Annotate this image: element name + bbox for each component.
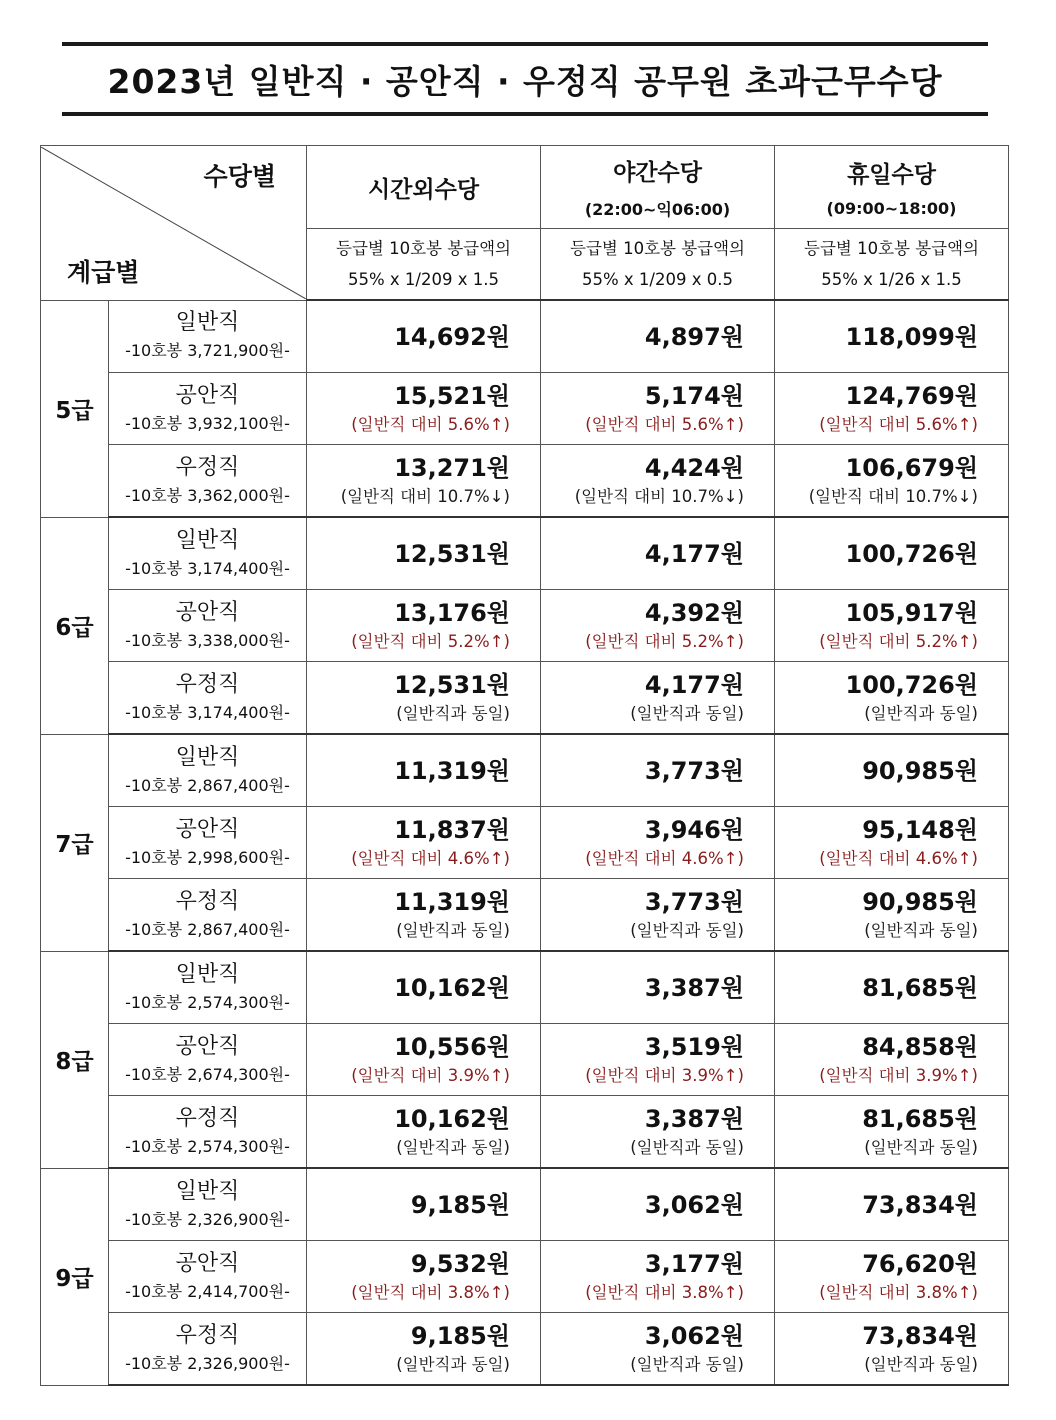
allowance-amount: 5,174원 — [644, 381, 744, 410]
header-corner — [41, 146, 307, 301]
allowance-amount: 84,858원 — [862, 1032, 978, 1061]
allowance-amount: 4,897원 — [644, 322, 744, 351]
allowance-amount: 9,185원 — [410, 1190, 510, 1219]
table-row — [41, 373, 1009, 445]
post-name: 우정직 — [175, 1322, 240, 1348]
allowance-amount: 13,271원 — [394, 453, 510, 482]
table-row — [41, 1168, 1009, 1241]
corner-label-allowance: 수당별 — [203, 161, 276, 191]
post-name: 우정직 — [175, 1105, 240, 1131]
allowance-amount: 3,387원 — [644, 973, 744, 1002]
formula-line: 등급별 10호봉 봉급액의 — [336, 239, 511, 258]
allowance-amount: 3,062원 — [644, 1321, 744, 1350]
column-name: 휴일수당 — [847, 162, 936, 188]
comparison-note: (일반직 대비 5.2%↑) — [585, 631, 744, 651]
allowance-amount: 11,319원 — [394, 756, 510, 785]
post-cell — [109, 445, 307, 518]
table-row — [41, 662, 1009, 735]
table-row — [41, 300, 1009, 373]
comparison-note: (일반직과 동일) — [864, 920, 978, 940]
column-header-holiday — [775, 146, 1009, 229]
comparison-note: (일반직 대비 10.7%↓) — [340, 486, 510, 506]
post-salary: -10호봉 2,574,300원- — [125, 1136, 290, 1156]
amount-cell — [307, 1024, 541, 1096]
amount-cell — [541, 1024, 775, 1096]
amount-cell — [775, 1313, 1009, 1386]
table-row — [41, 734, 1009, 807]
allowance-amount: 11,319원 — [394, 887, 510, 916]
comparison-note: (일반직 대비 4.6%↑) — [351, 848, 510, 868]
amount-cell — [307, 951, 541, 1024]
column-hours: (22:00~익06:00) — [584, 200, 731, 219]
column-name: 야간수당 — [613, 160, 702, 186]
formula-line: 55% x 1/209 x 1.5 — [348, 270, 499, 289]
amount-cell — [307, 662, 541, 735]
allowance-amount: 3,519원 — [644, 1032, 744, 1061]
allowance-amount: 100,726원 — [845, 670, 978, 699]
post-salary: -10호봉 2,998,600원- — [125, 847, 290, 867]
comparison-note: (일반직과 동일) — [864, 703, 978, 723]
comparison-note: (일반직 대비 3.9%↑) — [351, 1065, 510, 1085]
amount-cell — [775, 951, 1009, 1024]
post-cell — [109, 734, 307, 807]
post-name: 공안직 — [175, 1033, 240, 1059]
grade-label: 8급 — [41, 951, 109, 1168]
column-header-overtime — [307, 146, 541, 229]
comparison-note: (일반직 대비 3.8%↑) — [351, 1282, 510, 1302]
allowance-amount: 4,424원 — [644, 453, 744, 482]
column-header-night — [541, 146, 775, 229]
amount-cell — [307, 1168, 541, 1241]
comparison-note: (일반직과 동일) — [396, 703, 510, 723]
allowance-amount: 4,392원 — [644, 598, 744, 627]
post-name: 우정직 — [175, 454, 240, 480]
comparison-note: (일반직과 동일) — [630, 920, 744, 940]
amount-cell — [541, 1168, 775, 1241]
column-hours: (09:00~18:00) — [826, 199, 957, 218]
column-name: 시간외수당 — [367, 176, 480, 203]
post-cell — [109, 517, 307, 590]
amount-cell — [541, 807, 775, 879]
allowance-amount: 14,692원 — [394, 322, 510, 351]
allowance-amount: 15,521원 — [394, 381, 510, 410]
post-name: 공안직 — [175, 599, 240, 625]
allowance-amount: 90,985원 — [862, 756, 978, 785]
post-salary: -10호봉 3,932,100원- — [125, 413, 290, 433]
formula-line: 등급별 10호봉 봉급액의 — [804, 239, 979, 258]
table-row — [41, 1313, 1009, 1386]
amount-cell — [307, 590, 541, 662]
corner-label-grade: 계급별 — [67, 257, 140, 287]
comparison-note: (일반직 대비 10.7%↓) — [808, 486, 978, 506]
post-cell — [109, 1313, 307, 1386]
comparison-note: (일반직 대비 5.6%↑) — [819, 414, 978, 434]
post-cell — [109, 590, 307, 662]
comparison-note: (일반직 대비 3.9%↑) — [585, 1065, 744, 1085]
post-name: 일반직 — [175, 1178, 240, 1204]
comparison-note: (일반직 대비 3.8%↑) — [585, 1282, 744, 1302]
amount-cell — [775, 1096, 1009, 1169]
post-cell — [109, 951, 307, 1024]
amount-cell — [307, 879, 541, 952]
amount-cell — [775, 734, 1009, 807]
comparison-note: (일반직과 동일) — [396, 1354, 510, 1374]
amount-cell — [541, 1313, 775, 1386]
amount-cell — [541, 300, 775, 373]
post-cell — [109, 1241, 307, 1313]
amount-cell — [307, 445, 541, 518]
allowance-amount: 10,162원 — [394, 973, 510, 1002]
amount-cell — [307, 373, 541, 445]
amount-cell — [775, 1241, 1009, 1313]
amount-cell — [775, 300, 1009, 373]
allowance-amount: 12,531원 — [394, 670, 510, 699]
allowance-amount: 73,834원 — [862, 1321, 978, 1350]
post-name: 우정직 — [175, 888, 240, 914]
comparison-note: (일반직 대비 5.6%↑) — [585, 414, 744, 434]
allowance-amount: 9,185원 — [410, 1321, 510, 1350]
post-cell — [109, 1024, 307, 1096]
allowance-amount: 100,726원 — [845, 539, 978, 568]
allowance-amount: 12,531원 — [394, 539, 510, 568]
allowance-amount: 3,946원 — [644, 815, 744, 844]
amount-cell — [775, 1024, 1009, 1096]
comparison-note: (일반직 대비 5.2%↑) — [819, 631, 978, 651]
comparison-note: (일반직 대비 3.8%↑) — [819, 1282, 978, 1302]
allowance-amount: 73,834원 — [862, 1190, 978, 1219]
amount-cell — [541, 662, 775, 735]
post-cell — [109, 807, 307, 879]
table-row — [41, 445, 1009, 518]
table-row — [41, 517, 1009, 590]
column-formula-night — [541, 229, 775, 301]
amount-cell — [307, 517, 541, 590]
allowance-amount: 106,679원 — [845, 453, 978, 482]
amount-cell — [775, 662, 1009, 735]
allowance-amount: 13,176원 — [394, 598, 510, 627]
amount-cell — [541, 373, 775, 445]
allowance-amount: 95,148원 — [862, 815, 978, 844]
allowance-amount: 76,620원 — [862, 1249, 978, 1278]
table-row — [41, 951, 1009, 1024]
post-cell — [109, 1096, 307, 1169]
comparison-note: (일반직과 동일) — [630, 703, 744, 723]
comparison-note: (일반직 대비 5.6%↑) — [351, 414, 510, 434]
post-salary: -10호봉 2,574,300원- — [125, 992, 290, 1012]
comparison-note: (일반직과 동일) — [864, 1137, 978, 1157]
allowance-amount: 3,062원 — [644, 1190, 744, 1219]
allowance-amount: 105,917원 — [845, 598, 978, 627]
allowance-amount: 4,177원 — [644, 539, 744, 568]
post-cell — [109, 300, 307, 373]
post-salary: -10호봉 2,326,900원- — [125, 1209, 290, 1229]
table-row — [41, 807, 1009, 879]
comparison-note: (일반직과 동일) — [630, 1354, 744, 1374]
post-name: 공안직 — [175, 382, 240, 408]
post-cell — [109, 373, 307, 445]
allowance-amount: 81,685원 — [862, 1104, 978, 1133]
amount-cell — [541, 590, 775, 662]
table-body — [41, 300, 1009, 1385]
grade-label: 9급 — [41, 1168, 109, 1385]
amount-cell — [775, 517, 1009, 590]
amount-cell — [775, 879, 1009, 952]
comparison-note: (일반직 대비 5.2%↑) — [351, 631, 510, 651]
allowance-amount: 4,177원 — [644, 670, 744, 699]
amount-cell — [307, 1313, 541, 1386]
amount-cell — [775, 373, 1009, 445]
table-row — [41, 1241, 1009, 1313]
amount-cell — [775, 445, 1009, 518]
amount-cell — [775, 807, 1009, 879]
amount-cell — [541, 517, 775, 590]
amount-cell — [775, 1168, 1009, 1241]
allowance-amount: 90,985원 — [862, 887, 978, 916]
post-name: 공안직 — [175, 1250, 240, 1276]
post-salary: -10호봉 2,414,700원- — [125, 1281, 290, 1301]
post-salary: -10호봉 3,338,000원- — [125, 630, 290, 650]
amount-cell — [541, 879, 775, 952]
amount-cell — [307, 734, 541, 807]
allowance-amount: 3,387원 — [644, 1104, 744, 1133]
allowance-amount: 9,532원 — [410, 1249, 510, 1278]
post-salary: -10호봉 2,867,400원- — [125, 919, 290, 939]
post-name: 일반직 — [175, 961, 240, 987]
column-formula-overtime — [307, 229, 541, 301]
allowance-amount: 10,162원 — [394, 1104, 510, 1133]
page-title: 2023년 일반직 · 공안직 · 우정직 공무원 초과근무수당 — [107, 61, 943, 101]
comparison-note: (일반직과 동일) — [396, 920, 510, 940]
comparison-note: (일반직 대비 4.6%↑) — [819, 848, 978, 868]
amount-cell — [541, 1241, 775, 1313]
post-cell — [109, 662, 307, 735]
table-row — [41, 1096, 1009, 1169]
post-cell — [109, 879, 307, 952]
amount-cell — [541, 734, 775, 807]
grade-label: 7급 — [41, 734, 109, 951]
post-salary: -10호봉 3,174,400원- — [125, 702, 290, 722]
amount-cell — [307, 300, 541, 373]
title-bar — [62, 42, 988, 116]
post-salary: -10호봉 3,362,000원- — [125, 485, 290, 505]
comparison-note: (일반직과 동일) — [864, 1354, 978, 1374]
table-row — [41, 879, 1009, 952]
formula-line: 55% x 1/26 x 1.5 — [821, 270, 962, 289]
comparison-note: (일반직과 동일) — [630, 1137, 744, 1157]
post-salary: -10호봉 2,867,400원- — [125, 775, 290, 795]
amount-cell — [307, 807, 541, 879]
comparison-note: (일반직 대비 10.7%↓) — [574, 486, 744, 506]
post-name: 일반직 — [175, 310, 240, 336]
allowance-amount: 124,769원 — [845, 381, 978, 410]
amount-cell — [307, 1096, 541, 1169]
allowance-amount: 81,685원 — [862, 973, 978, 1002]
amount-cell — [775, 590, 1009, 662]
allowance-amount: 118,099원 — [845, 322, 978, 351]
formula-line: 등급별 10호봉 봉급액의 — [570, 239, 745, 258]
comparison-note: (일반직과 동일) — [396, 1137, 510, 1157]
post-salary: -10호봉 2,326,900원- — [125, 1353, 290, 1373]
table-row — [41, 590, 1009, 662]
comparison-note: (일반직 대비 4.6%↑) — [585, 848, 744, 868]
allowance-amount: 3,177원 — [644, 1249, 744, 1278]
amount-cell — [307, 1241, 541, 1313]
table-header — [41, 146, 1009, 301]
post-name: 일반직 — [175, 744, 240, 770]
post-name: 공안직 — [175, 816, 240, 842]
allowance-amount: 3,773원 — [644, 756, 744, 785]
post-name: 우정직 — [175, 671, 240, 697]
allowance-amount: 10,556원 — [394, 1032, 510, 1061]
post-cell — [109, 1168, 307, 1241]
post-salary: -10호봉 3,721,900원- — [125, 341, 290, 361]
grade-label: 5급 — [41, 300, 109, 517]
formula-line: 55% x 1/209 x 0.5 — [582, 270, 733, 289]
column-formula-holiday — [775, 229, 1009, 301]
allowance-table — [40, 145, 1009, 1386]
post-salary: -10호봉 2,674,300원- — [125, 1064, 290, 1084]
allowance-amount: 11,837원 — [394, 815, 510, 844]
amount-cell — [541, 445, 775, 518]
amount-cell — [541, 1096, 775, 1169]
post-name: 일반직 — [175, 527, 240, 553]
allowance-amount: 3,773원 — [644, 887, 744, 916]
table-row — [41, 1024, 1009, 1096]
comparison-note: (일반직 대비 3.9%↑) — [819, 1065, 978, 1085]
post-salary: -10호봉 3,174,400원- — [125, 558, 290, 578]
grade-label: 6급 — [41, 517, 109, 734]
amount-cell — [541, 951, 775, 1024]
